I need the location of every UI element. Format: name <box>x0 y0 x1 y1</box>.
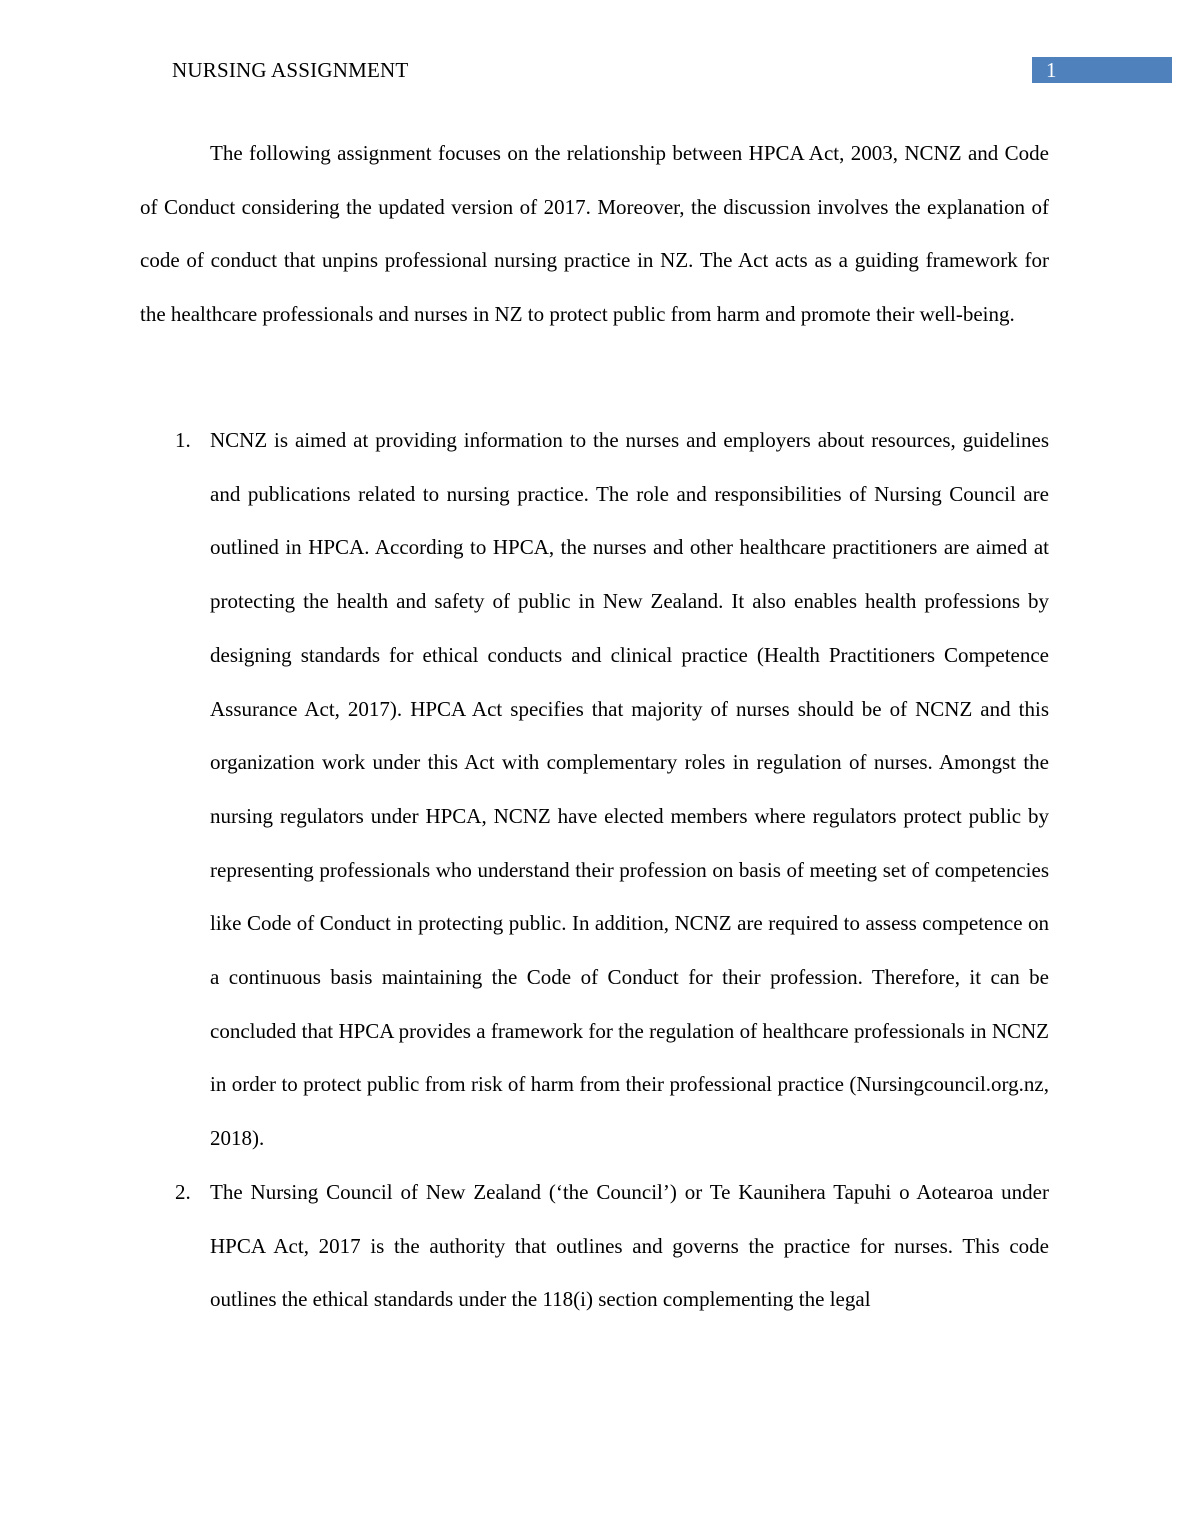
list-item-number: 1. <box>175 428 191 452</box>
numbered-list <box>140 414 1049 1327</box>
running-head: NURSING ASSIGNMENT <box>172 58 409 82</box>
list-item-text: The Nursing Council of New Zealand (‘the Council’) or Te Kaunihera Tapuhi o Aotearoa under HPCA Act, 2017 is the authority that outlines and governs the practice for nurses. This code outlines the ethical standards under the 118(i) section complementing the legal <box>210 1179 1049 1312</box>
intro-paragraph: The following assignment focuses on the relationship between HPCA Act, 2003, NCNZ and Code of Conduct considering the updated version of 2017. Moreover, the discussion involves the explanation of code of conduct that unpins professional nursing practice in NZ. The Act acts as a guiding framework for the healthcare professionals and nurses in NZ to protect public from harm and promote their well-being. <box>140 141 1049 327</box>
list-item <box>140 414 1049 1166</box>
page-number-badge <box>1032 57 1172 83</box>
list-item-number: 2. <box>175 1179 191 1204</box>
list-item-text: NCNZ is aimed at providing information to the nurses and employers about resources, guidelines and publications related to nursing practice. The role and responsibilities of Nursing Council are outlined in HPCA. According to HPCA, the nurses and other healthcare practitioners are aimed at protecting the health and safety of public in New Zealand. It also enables health professions by designing standards for ethical conducts and clinical practice (Health Practitioners Competence Assurance Act, 2017). HPCA Act specifies that majority of nurses should be of NCNZ and this organization work under this Act with complementary roles in regulation of nurses. Amongst the nursing regulators under HPCA, NCNZ have elected members where regulators protect public by representing professionals who understand their profession on basis of meeting set of competencies like Code of Conduct in protecting public. In addition, NCNZ are required to assess competence on a continuous basis maintaining the Code of Conduct for their profession. Therefore, it can be concluded that HPCA provides a framework for the regulation of healthcare professionals in NCNZ in order to protect public from risk of harm from their professional practice (Nursingcouncil.org.nz, 2018). <box>210 428 1049 1151</box>
page-number: 1 <box>1046 58 1057 82</box>
list-item <box>140 1166 1049 1327</box>
